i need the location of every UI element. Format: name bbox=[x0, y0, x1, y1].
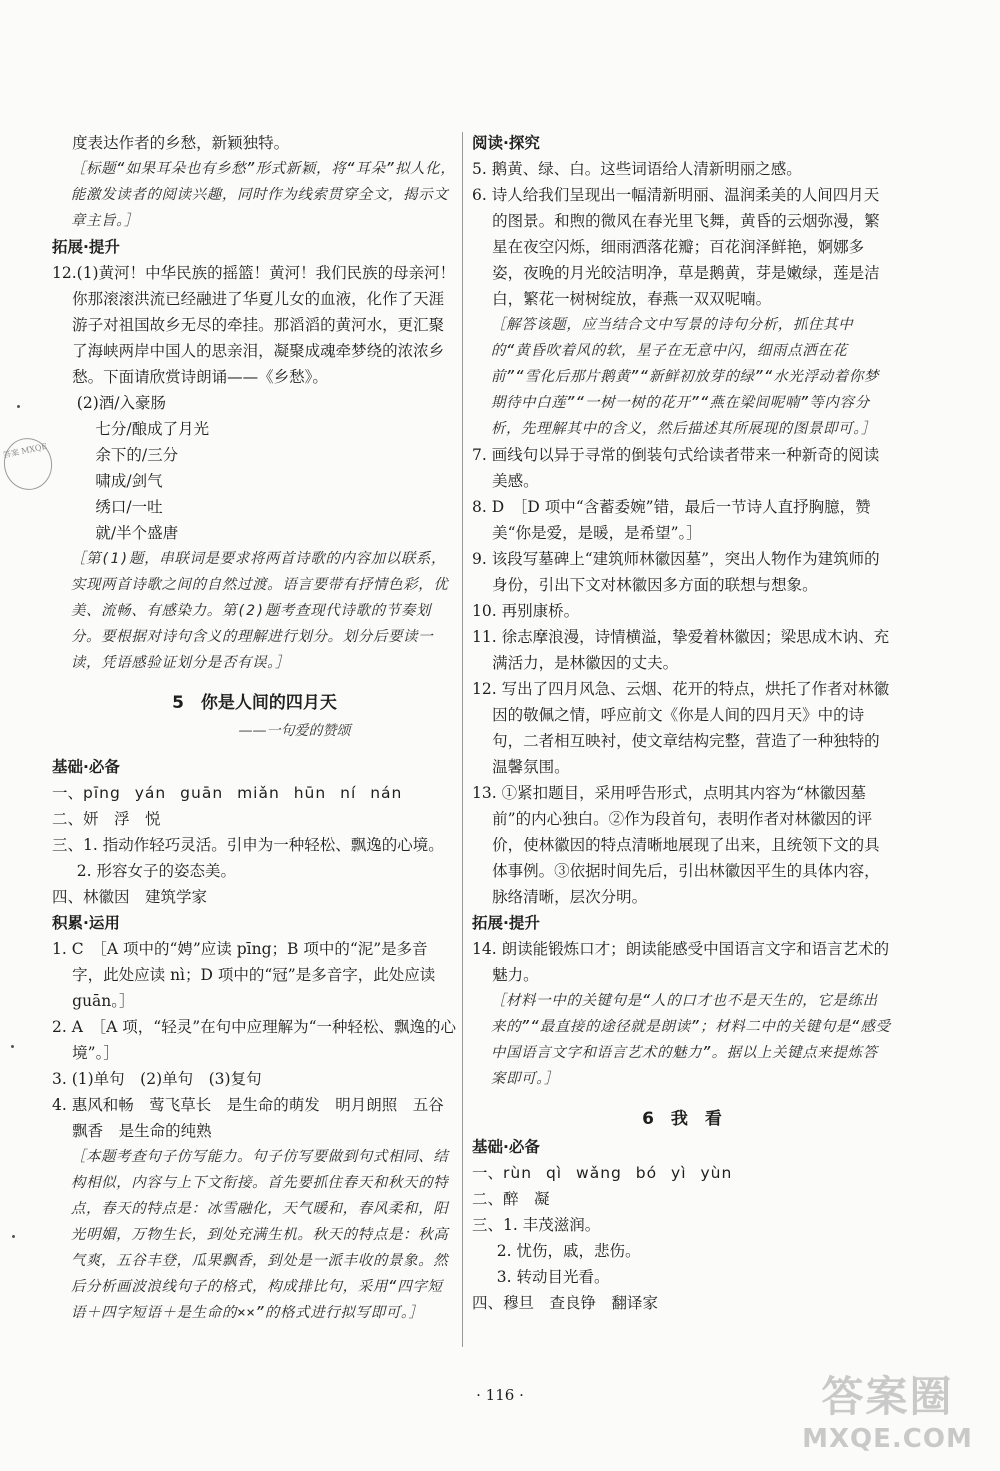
answer-item: 2. 形容女子的姿态美。 bbox=[76, 862, 237, 880]
explanation-note: ［标题“如果耳朵也有乡愁”形式新颖，将“耳朵”拟人化，能激发读者的阅读兴趣，同时作为线索贯穿全文，揭示文章主旨。］ bbox=[70, 161, 456, 229]
section-heading-extension: 拓展·提升 bbox=[472, 914, 540, 932]
explanation-note: ［本题考查句子仿写能力。句子仿写要做到句式相同、结构相似，内容与上下文衔接。首先要抓住春天和秋天的特点，春天的特点是：冰雪融化，天气暖和，春风柔和，阳光明媚，万物生长，到处充满生机。秋天的特点是：秋高气爽，五谷丰登，瓜果飘香，到处是一派丰收的景象。然后分析画波浪线句子的格式，构成排比句，采用“四字短语＋四字短语＋是生命的××”的格式进行拟写即可。］ bbox=[70, 1149, 449, 1321]
poem-line: 绣口/一吐 bbox=[95, 498, 163, 516]
answer-6: 6. 诗人给我们呈现出一幅清新明丽、温润柔美的人间四月天的图景。和煦的微风在春光里飞舞，黄昏的云烟弥漫，繁星在夜空闪烁，细雨洒落花瓣；百花润泽鲜艳，婀娜多姿，夜晚的月光皎洁明净，草是鹅黄，芽是嫩绿，莲是洁白，繁花一树树绽放，春燕一双双呢喃。 bbox=[472, 186, 880, 308]
section-heading-extension: 拓展·提升 bbox=[52, 238, 120, 256]
section-heading-application: 积累·运用 bbox=[52, 914, 120, 932]
answer-2: 2. A ［A 项，“轻灵”在句中应理解为“一种轻松、飘逸的心境”。］ bbox=[52, 1018, 457, 1062]
answer-3: 3. (1)单句 (2)单句 (3)复句 bbox=[52, 1070, 262, 1088]
answer-12: 12. 写出了四月风急、云烟、花开的特点，烘托了作者对林徽因的敬佩之情，呼应前文《你是人间的四月天》中的诗句，二者相互映衬，使文章结构完整，营造了一种独特的温馨氛围。 bbox=[472, 680, 890, 776]
item-label: 一、 bbox=[472, 1164, 504, 1182]
answer-item: 二、妍 浮 悦 bbox=[52, 810, 161, 828]
column-divider bbox=[462, 132, 463, 1347]
answer-5: 5. 鹅黄、绿、白。这些词语给人清新明丽之感。 bbox=[472, 160, 802, 178]
margin-dot bbox=[17, 405, 20, 408]
watermark-title: 答案圈 bbox=[821, 1372, 954, 1421]
explanation-note: ［材料一中的关键句是“人的口才也不是天生的，它是练出来的”“最直接的途径就是朗读”；材料二中的关键句是“感受中国语言文字和语言艺术的魅力”。据以上关键点来提炼答案即可。］ bbox=[490, 993, 891, 1087]
answer-7: 7. 画线句以异于寻常的倒装句式给读者带来一种新奇的阅读美感。 bbox=[472, 446, 880, 490]
stamp-mark bbox=[0, 434, 57, 495]
poem-line: 七分/酿成了月光 bbox=[95, 420, 210, 438]
answer-12-part-1: 12.(1)黄河！中华民族的摇篮！黄河！我们民族的母亲河！你那滚滚洪流已经融进了华夏儿女的血液，化作了天涯游子对祖国故乡无尽的牵挂。那滔滔的黄河水，更汇聚了海峡两岸中国人的思亲泪，凝聚成魂牵梦绕的浓浓乡愁。下面请欣赏诗朗诵——《乡愁》。 bbox=[52, 264, 456, 386]
answer-4: 4. 惠风和畅 莺飞草长 是生命的萌发 明月朗照 五谷飘香 是生命的纯熟 bbox=[52, 1096, 444, 1140]
answer-item: 二、醉 凝 bbox=[472, 1190, 550, 1208]
margin-dot bbox=[11, 1045, 14, 1048]
answer-12-part-2: (2)酒/入豪肠 bbox=[76, 394, 166, 412]
pinyin-answer: pīng yán guān miǎn hūn ní nán bbox=[83, 784, 403, 802]
poem-line: 啸成/剑气 bbox=[95, 472, 163, 490]
watermark-logo bbox=[785, 1371, 990, 1463]
lesson-subtitle-5: ——一句爱的赞颂 bbox=[238, 723, 351, 739]
answer-item: 四、穆旦 查良铮 翻译家 bbox=[472, 1294, 659, 1312]
watermark-url: MXQE.COM bbox=[802, 1424, 973, 1454]
answer-continuation: 度表达作者的乡愁，新颖独特。 bbox=[72, 134, 290, 152]
answer-1: 1. C ［A 项中的“娉”应读 pīng；B 项中的“泥”是多音字，此处应读 nì；D 项中的“冠”是多音字，此处应读 guān。］ bbox=[52, 940, 436, 1010]
answer-11: 11. 徐志摩浪漫，诗情横溢，挚爱着林徽因；梁思成木讷、充满活力，是林徽因的丈夫。 bbox=[472, 628, 890, 672]
poem-line: 余下的/三分 bbox=[95, 446, 179, 464]
answer-10: 10. 再别康桥。 bbox=[472, 602, 580, 620]
answer-item: 三、1. 丰茂滋润。 bbox=[472, 1216, 601, 1234]
right-column bbox=[472, 130, 892, 1316]
section-heading-reading: 阅读·探究 bbox=[472, 134, 540, 152]
explanation-note: ［解答该题，应当结合文中写景的诗句分析，抓住其中的“黄昏吹着风的软，星子在无意中闪，细雨点洒在花前”“雪化后那片鹅黄”“新鲜初放芽的绿”“水光浮动着你梦期待中白莲”“一树一树的花开”“燕在梁间呢喃”等内容分析，先理解其中的含义，然后描述其所展现的图景即可。］ bbox=[490, 317, 880, 437]
margin-dot bbox=[12, 1235, 15, 1238]
answer-item: 三、1. 指动作轻巧灵活。引申为一种轻松、飘逸的心境。 bbox=[52, 836, 444, 854]
lesson-title-6: 6 我 看 bbox=[642, 1109, 722, 1129]
stamp-text: 答案 MXQE bbox=[2, 441, 49, 460]
answer-14: 14. 朗读能锻炼口才；朗读能感受中国语言文字和语言艺术的魅力。 bbox=[472, 940, 890, 984]
poem-line: 就/半个盛唐 bbox=[95, 524, 179, 542]
item-label: 一、 bbox=[52, 784, 84, 802]
answer-item: 2. 忧伤，戚，悲伤。 bbox=[496, 1242, 641, 1260]
answer-13: 13. ①紧扣题目，采用呼告形式，点明其内容为“林徽因墓前”的内心独白。②作为段首句，表明作者对林徽因的评价，使林徽因的特点清晰地展现了出来，且统领下文的具体事例。③依据时间先后，引出林徽因平生的具体内容，脉络清晰，层次分明。 bbox=[472, 784, 880, 906]
explanation-note: ［第(1)题，串联词是要求将两首诗歌的内容加以联系，实现两首诗歌之间的自然过渡。语言要带有抒情色彩，优美、流畅、有感染力。第(2)题考查现代诗歌的节奏划分。要根据对诗句含义的理解进行划分。划分后要读一读，凭语感验证划分是否有误。］ bbox=[70, 551, 449, 671]
answer-8: 8. D ［D 项中“含蓄委婉”错，最后一节诗人直抒胸臆，赞美“你是爱，是暖，是希望”。］ bbox=[472, 498, 871, 542]
section-heading-basics: 基础·必备 bbox=[472, 1138, 540, 1156]
answer-9: 9. 该段写墓碑上“建筑师林徽因墓”，突出人物作为建筑师的身份，引出下文对林徽因多方面的联想与想象。 bbox=[472, 550, 880, 594]
page-number: · 116 · bbox=[476, 1386, 524, 1404]
section-heading-basics: 基础·必备 bbox=[52, 758, 120, 776]
answer-item: 3. 转动目光看。 bbox=[496, 1268, 610, 1286]
lesson-title-5: 5 你是人间的四月天 bbox=[172, 693, 337, 713]
left-column bbox=[52, 130, 457, 1326]
answer-item: 四、林徽因 建筑学家 bbox=[52, 888, 208, 906]
pinyin-answer: rùn qì wǎng bó yì yùn bbox=[503, 1164, 733, 1182]
